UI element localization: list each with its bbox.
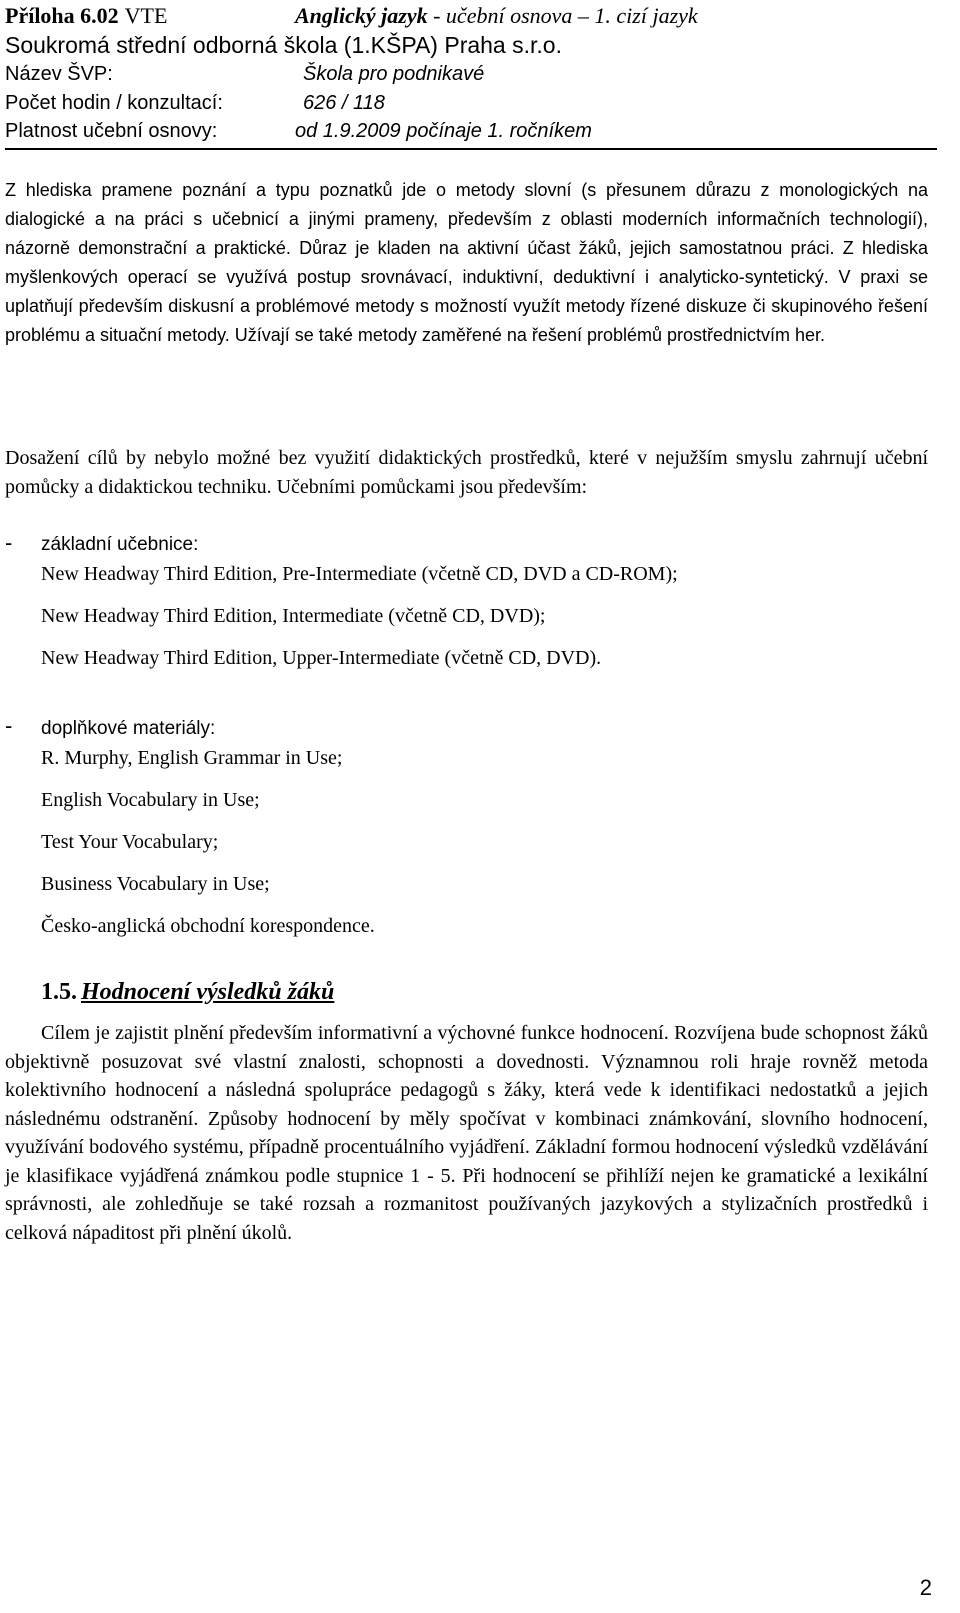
subject-subtitle: - učební osnova – 1. cizí jazyk — [427, 3, 698, 28]
hours-label: Počet hodin / konzultací: — [5, 92, 223, 114]
bullet-marker: - — [5, 530, 13, 555]
header-attachment-line — [5, 2, 698, 30]
validity-label: Platnost učební osnovy: — [5, 120, 218, 142]
aids-paragraph: Dosažení cílů by nebylo možné bez využití didaktických prostředků, které v nejužším smyslu zahrnují učební pomůcky a didaktickou techniku. Učebními pomůckami jsou především: — [5, 447, 928, 498]
attachment-org: VTE — [124, 3, 168, 28]
list-item: New Headway Third Edition, Upper-Intermediate (včetně CD, DVD). — [41, 647, 602, 669]
assessment-paragraph: Cílem je zajistit plnění především informativní a výchovné funkce hodnocení. Rozvíjena bude schopnost žáků objektivně posuzovat své vlastní znalosti, schopnosti a dovednosti. Významnou roli hraje rovněž metoda kolektivního hodnocení a následná spolupráce pedagogů s žáky, která vede k identifikaci nedostatků a jejich následnému odstranění. Způsoby hodnocení by měly spočívat v kombinaci známkování, slovního hodnocení, využívání bodového systému, případně procentuálního vyjádření. Základní formou hodnocení výsledků vzdělávání je klasifikace vyjádřená známkou podle stupnice 1 - 5. Při hodnocení se přihlíží nejen ke gramatické a lexikální správnosti, ale zohledňuje se také rozsah a rozmanitost používaných jazykových a stylizačních prostředků i celková nápaditost při plnění úkolů. — [5, 1022, 928, 1244]
subject-title — [295, 2, 698, 30]
validity-value: od 1.9.2009 počínaje 1. ročníkem — [295, 120, 592, 142]
section-heading — [41, 977, 334, 1007]
svp-value: Škola pro podnikavé — [303, 63, 485, 85]
attachment-label: Příloha 6.02 — [5, 3, 119, 28]
list-item: Business Vocabulary in Use; — [41, 873, 270, 895]
header-divider — [5, 148, 937, 150]
methods-paragraph: Z hlediska pramene poznání a typu poznatků jde o metody slovní (s přesunem důrazu z monologických na dialogické a na práci s učebnicí a jinými prameny, především z oblasti moderních informačních technologií), názorně demonstrační a praktické. Důraz je kladen na aktivní účast žáků, jejich samostatnou práci. Z hlediska myšlenkových operací se využívá postup srovnávací, induktivní, deduktivní i analyticko-syntetický. V praxi se uplatňují především diskusní a problémové metody s možností využít metody řízené diskuze či skupinového řešení problému a situační metody. Užívají se také metody zaměřené na řešení problémů prostřednictvím her. — [5, 180, 928, 345]
list-item: Česko-anglická obchodní korespondence. — [41, 915, 375, 937]
hours-value: 626 / 118 — [303, 92, 385, 114]
svp-label: Název ŠVP: — [5, 63, 113, 85]
list-item: New Headway Third Edition, Pre-Intermediate (včetně CD, DVD a CD-ROM); — [41, 563, 678, 585]
list-item: Test Your Vocabulary; — [41, 831, 219, 853]
section-title: Hodnocení výsledků žáků — [81, 979, 335, 1005]
school-name: Soukromá střední odborná škola (1.KŠPA) Praha s.r.o. — [5, 32, 562, 58]
textbooks-heading: základní učebnice: — [41, 534, 199, 555]
section-number: 1.5. — [41, 979, 77, 1005]
bullet-marker: - — [5, 713, 13, 738]
list-item: R. Murphy, English Grammar in Use; — [41, 747, 343, 769]
page-number: 2 — [919, 1575, 932, 1600]
list-item: New Headway Third Edition, Intermediate (včetně CD, DVD); — [41, 605, 546, 627]
subject-name: Anglický jazyk — [295, 3, 428, 28]
list-item: English Vocabulary in Use; — [41, 789, 260, 811]
supplementary-heading: doplňkové materiály: — [41, 718, 216, 739]
